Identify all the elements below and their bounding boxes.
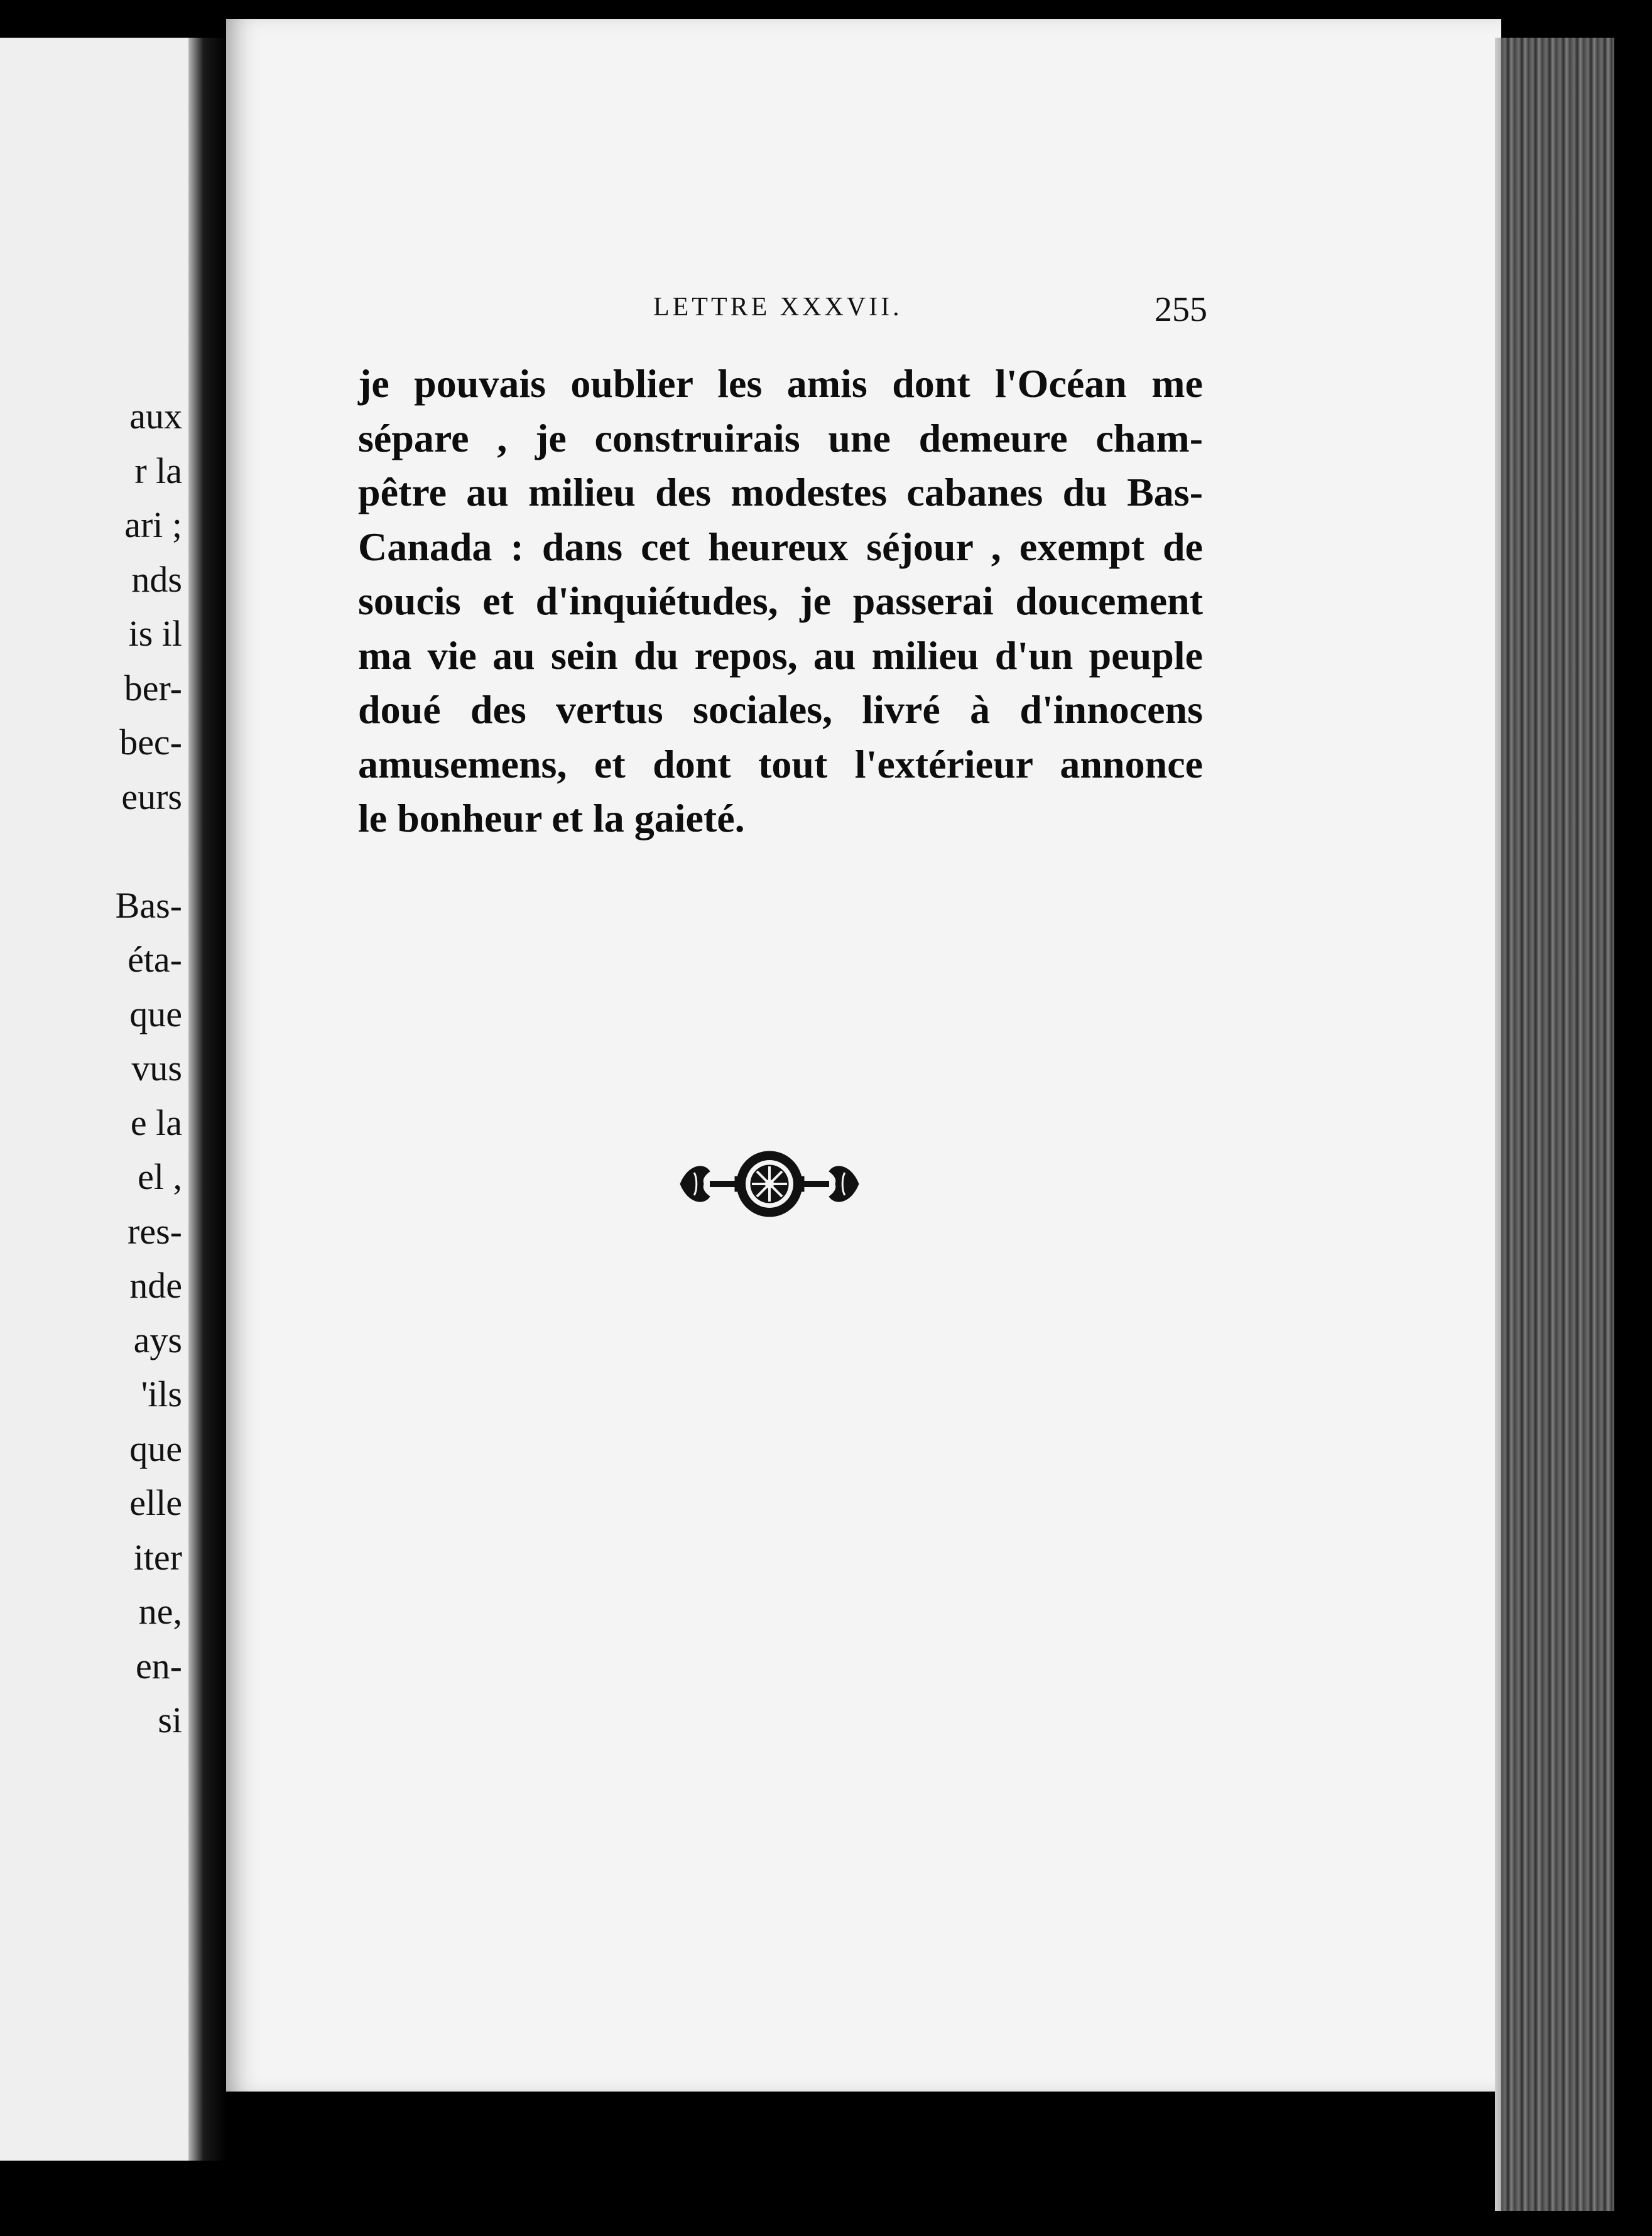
text-line: ma vie au sein du repos, au milieu d'un peuple bbox=[358, 632, 1203, 678]
text-line: pêtre au milieu des modestes cabanes du Bas- bbox=[358, 470, 1203, 514]
facing-page-line: elle bbox=[129, 1482, 182, 1523]
facing-page-line bbox=[19, 824, 182, 879]
facing-page-line: el , bbox=[138, 1156, 182, 1197]
facing-page-line: ays bbox=[133, 1319, 182, 1360]
facing-page-line: e la bbox=[130, 1102, 182, 1143]
facing-page-left bbox=[0, 38, 188, 2161]
facing-page-line: ne, bbox=[138, 1591, 182, 1632]
fleuron-ornament-icon bbox=[675, 1146, 864, 1222]
book-page-edges bbox=[1501, 38, 1614, 2211]
facing-page-line: vus bbox=[131, 1048, 182, 1088]
facing-page-line: aux bbox=[129, 396, 182, 437]
facing-page-line: que bbox=[129, 1428, 182, 1469]
facing-page-line: ari ; bbox=[124, 504, 182, 545]
facing-page-line: is il bbox=[128, 613, 182, 654]
facing-page-line: si bbox=[158, 1700, 182, 1740]
page-number: 255 bbox=[1155, 290, 1207, 329]
book-gutter bbox=[188, 38, 226, 2161]
text-line: doué des vertus sociales, livré à d'innocens bbox=[358, 687, 1203, 732]
facing-page-line: nds bbox=[131, 558, 182, 600]
facing-page-line: en- bbox=[135, 1645, 182, 1686]
text-line: amusemens, et dont tout l'extérieur annonce bbox=[358, 741, 1203, 786]
facing-page-line: ber- bbox=[124, 667, 182, 708]
text-line: soucis et d'inquiétudes, je passerai doucement bbox=[358, 578, 1203, 623]
facing-page-line: Bas- bbox=[115, 884, 182, 926]
text-line: sépare , je construirais une demeure cham- bbox=[358, 415, 1203, 460]
text-line: Canada : dans cet heureux séjour , exempt de bbox=[358, 524, 1203, 569]
facing-page-text bbox=[19, 389, 182, 1748]
facing-page-line: 'ils bbox=[141, 1374, 182, 1414]
facing-page-line: res- bbox=[128, 1210, 182, 1252]
facing-page-line: nde bbox=[129, 1265, 182, 1306]
running-head: LETTRE XXXVII. bbox=[653, 293, 903, 322]
page-header bbox=[653, 292, 1219, 342]
facing-page-line: éta- bbox=[128, 939, 182, 980]
facing-page-line: eurs bbox=[121, 776, 182, 817]
facing-page-line: r la bbox=[134, 450, 182, 491]
text-line: je pouvais oublier les amis dont l'Océan me bbox=[358, 361, 1203, 406]
facing-page-line: que bbox=[129, 993, 182, 1034]
facing-page-line: bec- bbox=[119, 722, 182, 763]
body-text bbox=[358, 357, 1203, 846]
facing-page-line: iter bbox=[133, 1536, 182, 1578]
text-line: le bonheur et la gaieté. bbox=[358, 796, 745, 840]
